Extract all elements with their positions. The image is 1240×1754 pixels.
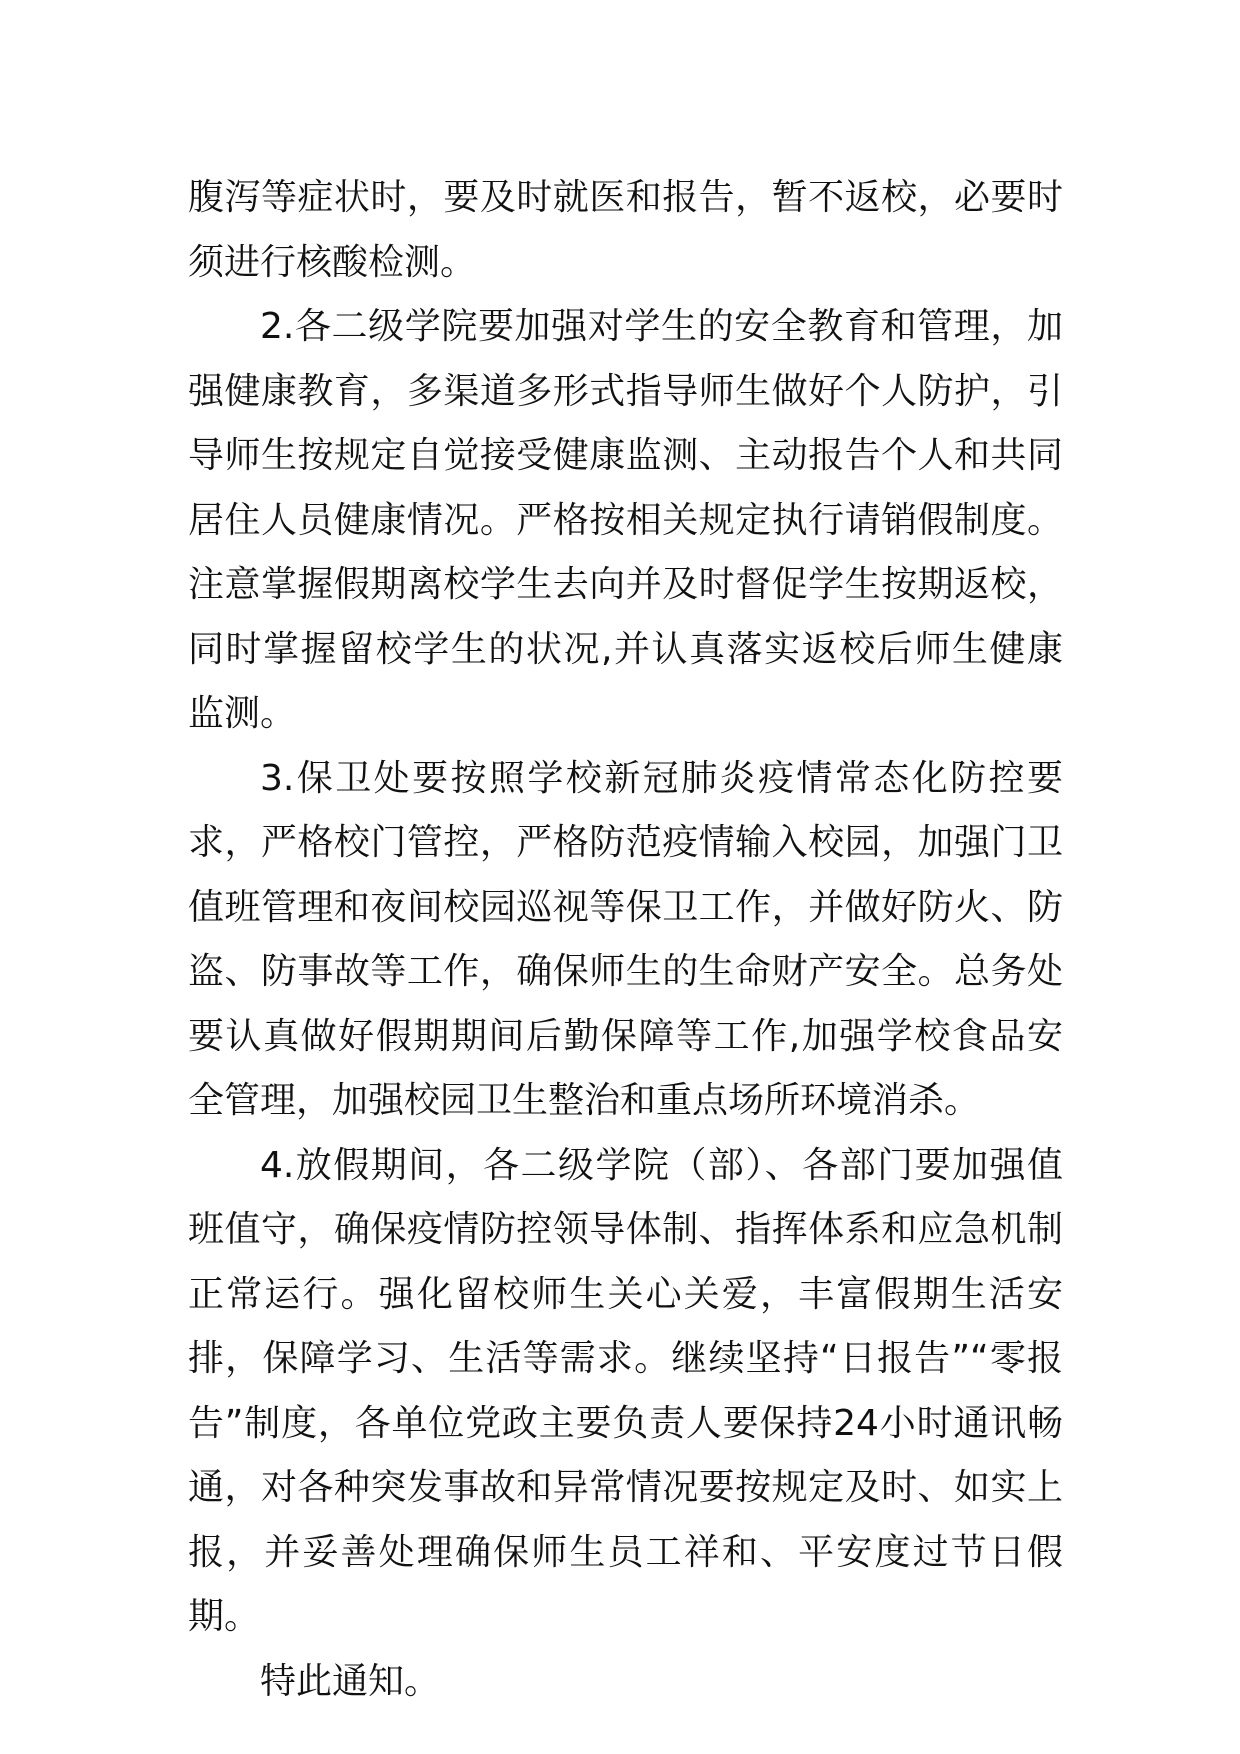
- paragraph-item-4: 4.放假期间，各二级学院（部）、各部门要加强值班值守，确保疫情防控领导体制、指挥体系和应急机制正常运行。强化留校师生关心关爱，丰富假期生活安排，保障学习、生活等需求。继续坚持“日报告”“零报告”制度，各单位党政主要负责人要保持24小时通讯畅通，对各种突发事故和异常情况要按规定及时、如实上报，并妥善处理确保师生员工祥和、平安度过节日假期。: [188, 1144, 1063, 1637]
- document-body: [188, 166, 1063, 1714]
- paragraph-continuation: 腹泻等症状时，要及时就医和报告，暂不返校，必要时须进行核酸检测。: [188, 177, 1063, 283]
- paragraph-item-3: 3.保卫处要按照学校新冠肺炎疫情常态化防控要求，严格校门管控，严格防范疫情输入校园，加强门卫值班管理和夜间校园巡视等保卫工作，并做好防火、防盗、防事故等工作，确保师生的生命财产安全。总务处要认真做好假期期间后勤保障等工作,加强学校食品安全管理，加强校园卫生整治和重点场所环境消杀。: [188, 757, 1063, 1121]
- closing-remark: 特此通知。: [260, 1660, 441, 1702]
- paragraph-item-2: 2.各二级学院要加强对学生的安全教育和管理，加强健康教育，多渠道多形式指导师生做好个人防护，引导师生按规定自觉接受健康监测、主动报告个人和共同居住人员健康情况。严格按相关规定执行请销假制度。注意掌握假期离校学生去向并及时督促学生按期返校，同时掌握留校学生的状况,并认真落实返校后师生健康监测。: [188, 306, 1063, 734]
